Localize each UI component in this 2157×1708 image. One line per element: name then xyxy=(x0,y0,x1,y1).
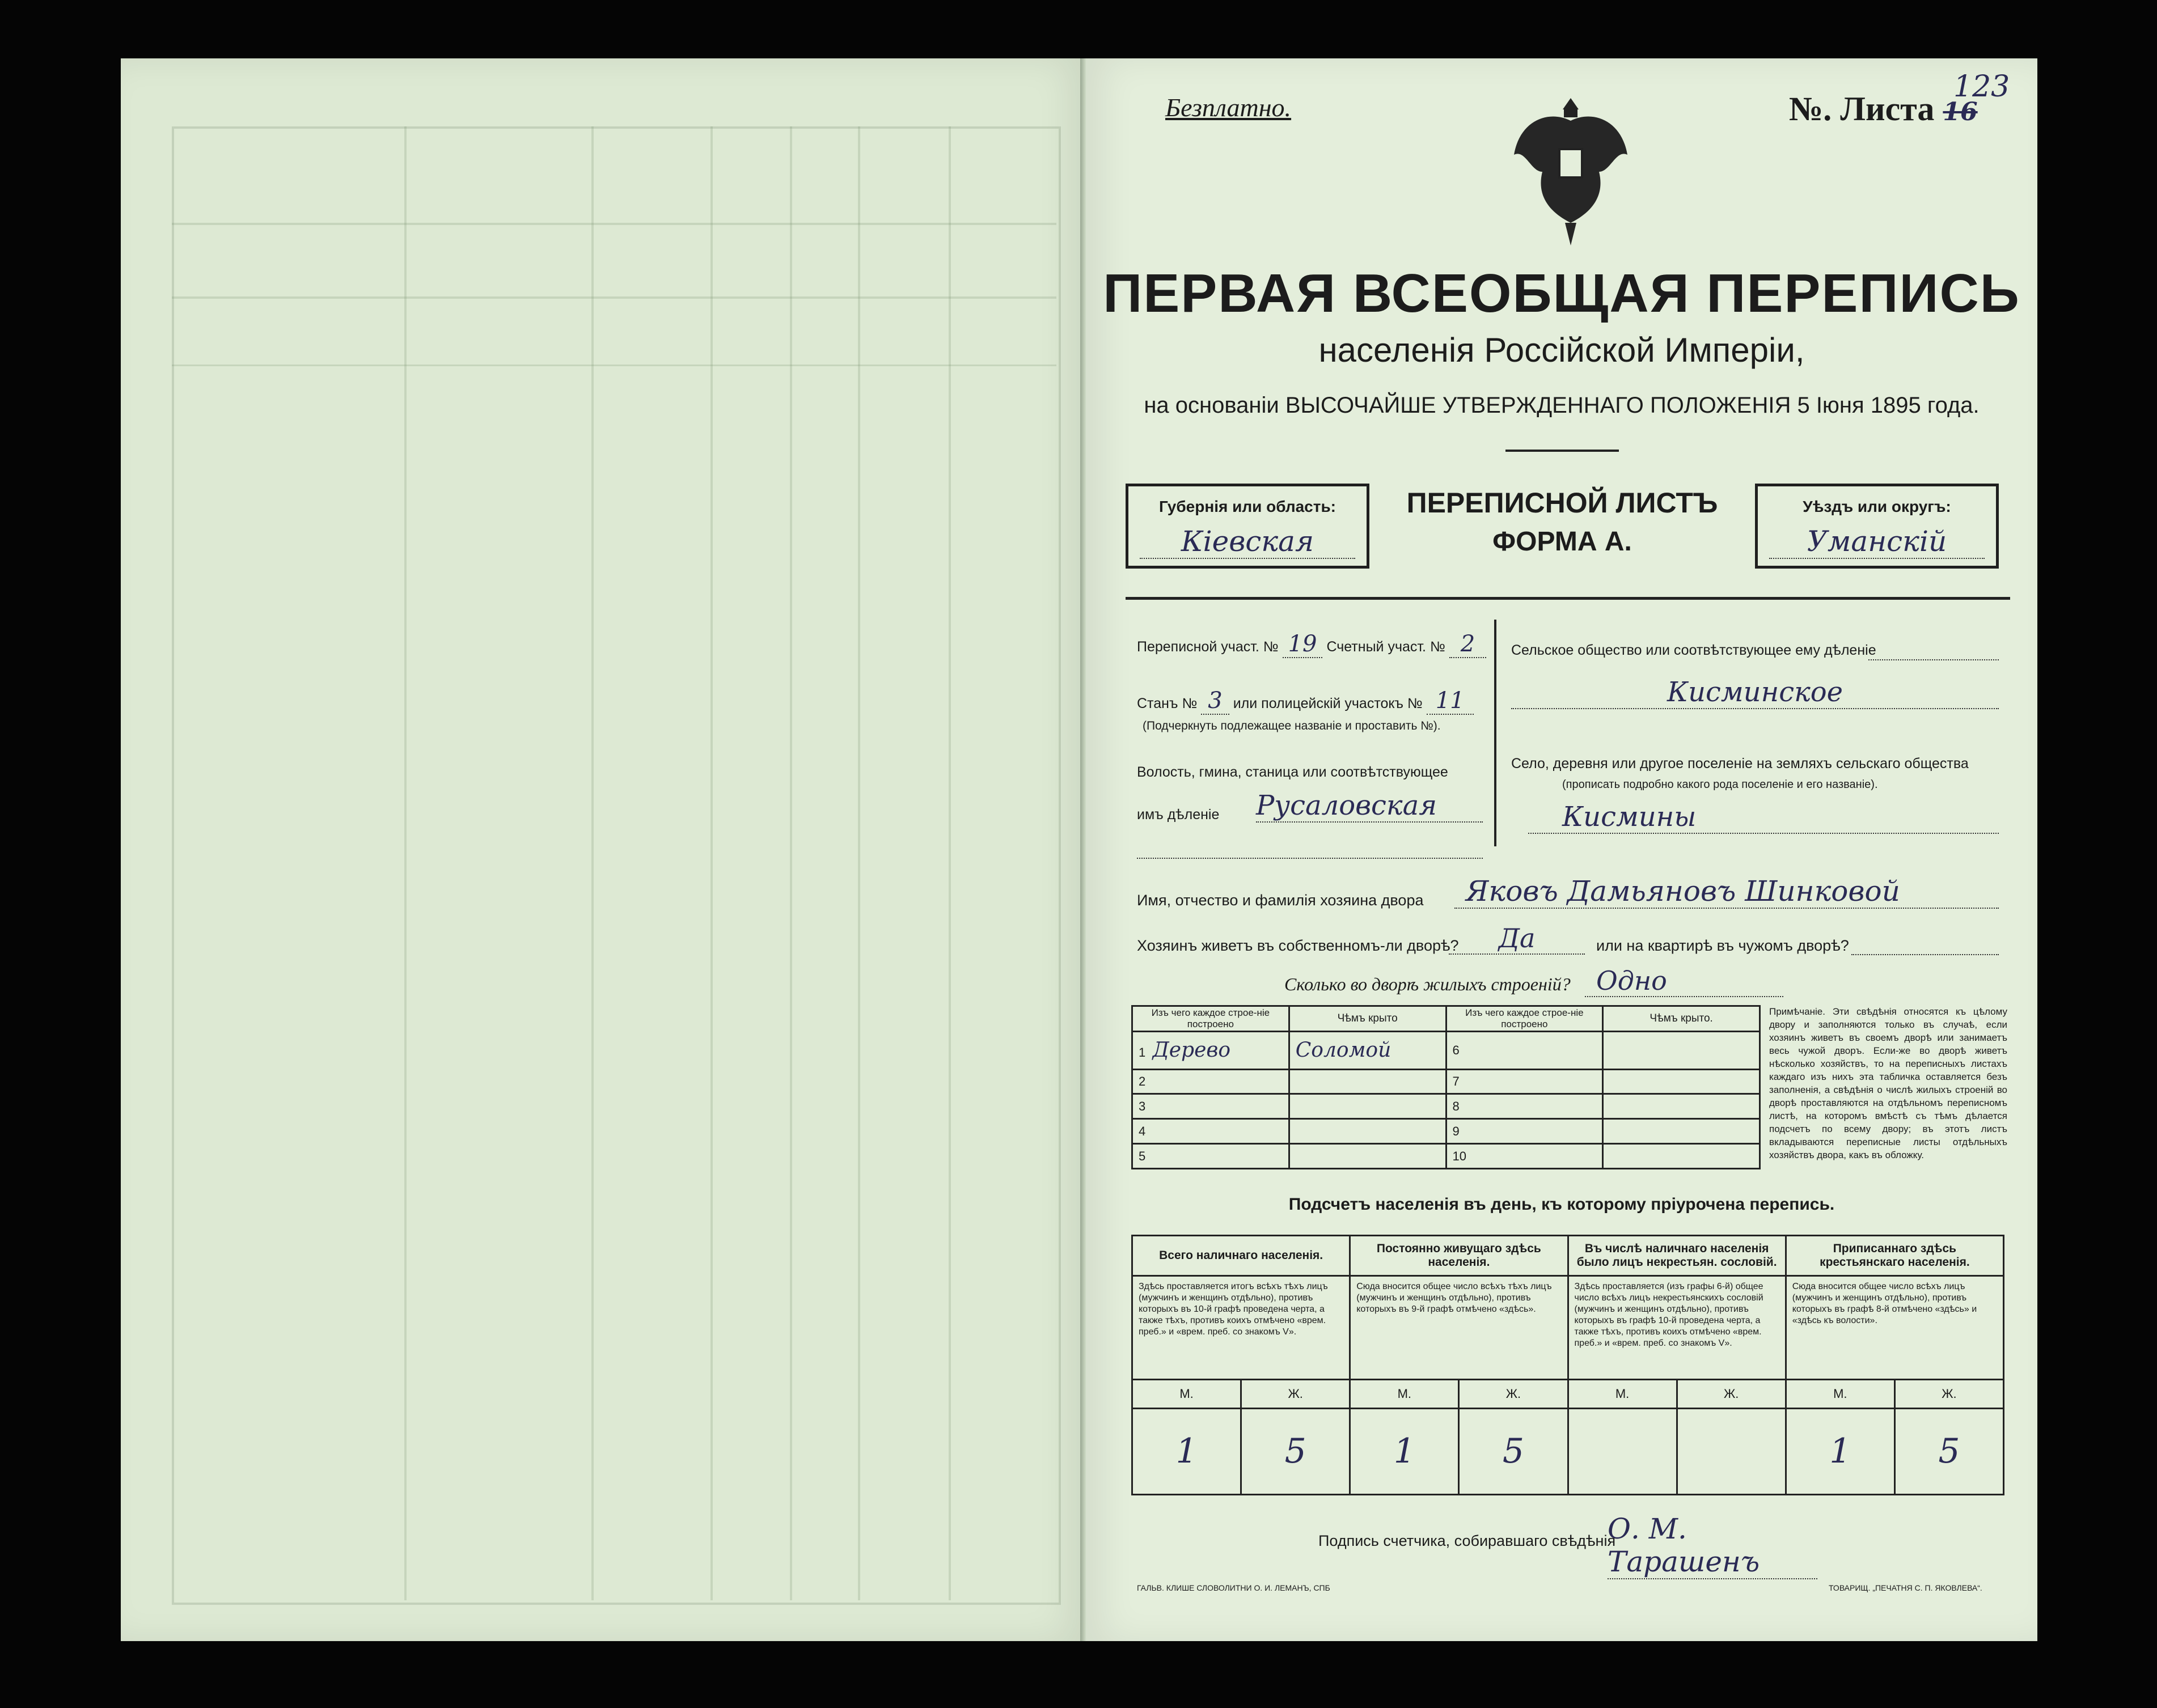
own-yard-value: Да xyxy=(1449,923,1585,955)
summary-col-2-desc: Сюда вносится общее число всѣхъ тѣхъ лицъ (мужчинъ и женщинъ отдѣльно), противъ которыхъ въ 9-й графѣ отмѣчено «здѣсь». xyxy=(1350,1276,1568,1380)
buildings-col-material: Изъ чего каждое строе-ніе построено xyxy=(1132,1006,1289,1032)
signature-value: О. М. Тарашенъ xyxy=(1608,1512,1817,1579)
rent-fill xyxy=(1851,954,1999,955)
form-letter: ФОРМА А. xyxy=(1492,527,1632,557)
perepisnoy-row: Переписной участ. № 19 Счетный участ. № 2 xyxy=(1137,631,1486,657)
zh-label: Ж. xyxy=(1459,1379,1568,1408)
permanent-zh: 5 xyxy=(1459,1408,1568,1494)
buildings-value: Одно xyxy=(1585,965,1783,997)
buildings-label: Сколько во дворѣ жилыхъ строеній? xyxy=(1284,974,1571,994)
volost-label: Волость, гмина, станица или соотвѣтствующее xyxy=(1137,764,1448,780)
buildings-note: Примѣчаніе. Эти свѣдѣнія относятся къ цѣлому двору и заполняются только въ случаѣ, если хозяинъ живетъ въ своемъ дворѣ или занимаетъ весь чужой дворъ. Если-же во дворѣ живетъ нѣсколько хозяйствъ, то на переписныхъ листахъ каждаго изъ нихъ эта табличка оставляется безъ заполненія, а свѣдѣнія о числѣ жилыхъ строеній во дворѣ проставляются на отдѣльномъ переписномъ листѣ, на которомъ вмѣстѣ съ тѣмъ дѣлается подсчетъ по всему двору; въ этотъ листъ вкладываются переписные листы отдѣльныхъ хозяйствъ двора, какъ въ обложку. xyxy=(1769,1006,2007,1160)
underline-note: (Подчеркнуть подлежащее названіе и проставить №). xyxy=(1143,719,1441,732)
uezd-box xyxy=(1755,484,1999,569)
owner-value: Яковъ Дамьяновъ Шинковой xyxy=(1454,875,1999,909)
bleed-through-grid xyxy=(172,126,1061,1605)
selo-value: Кисмины xyxy=(1528,801,1999,834)
summary-table xyxy=(1131,1235,2004,1495)
census-form-page xyxy=(1086,58,2037,1641)
sheet-number-label: №. Листа 16 xyxy=(1789,90,1978,128)
footer-right: ТОВАРИЩ. „ПЕЧАТНЯ С. П. ЯКОВЛЕВА“. xyxy=(1829,1583,1982,1592)
volost-value: Русаловская xyxy=(1256,790,1483,823)
building-1-roof: Соломой xyxy=(1289,1032,1446,1070)
imperial-eagle-icon xyxy=(1503,87,1639,257)
m-label: М. xyxy=(1350,1379,1459,1408)
total-zh: 5 xyxy=(1241,1408,1350,1494)
buildings-col-material-2: Изъ чего каждое строе-ніе построено xyxy=(1446,1006,1603,1032)
summary-col-4-desc: Сюда вносится общее число всѣхъ лицъ (мужчинъ и женщинъ отдѣльно), противъ которыхъ въ графѣ 8-й отмѣчено «здѣсь» и «здѣсь къ волости». xyxy=(1786,1276,2003,1380)
free-label: Безплатно. xyxy=(1165,93,1292,122)
bleed-line xyxy=(591,126,594,1600)
bleed-line xyxy=(404,126,407,1600)
stan-value: 3 xyxy=(1201,688,1229,715)
summary-col-3-head: Въ числѣ наличнаго населенія было лицъ некрестьян. сословій. xyxy=(1568,1236,1786,1276)
permanent-m: 1 xyxy=(1350,1408,1459,1494)
selskoe-fill xyxy=(1868,659,1999,660)
owner-label: Имя, отчество и фамилія хозяина двора xyxy=(1137,892,1424,909)
schetny-value: 2 xyxy=(1449,631,1486,658)
zh-label: Ж. xyxy=(1894,1379,2003,1408)
selskoe-label: Сельское общество или соотвѣтствующее ему дѣленіе xyxy=(1511,642,1876,658)
bleed-line xyxy=(172,365,1056,366)
census-subtitle: населенія Россійской Имперіи, xyxy=(1318,331,1805,369)
summary-title: Подсчетъ населенія въ день, къ которому пріурочена перепись. xyxy=(1288,1195,1835,1214)
uezd-label: Уѣздъ или округъ: xyxy=(1803,498,1951,515)
bleed-line xyxy=(949,126,951,1600)
sheet-number-new: 123 xyxy=(1953,70,2010,104)
summary-col-2-head: Постоянно живущаго здѣсь населенія. xyxy=(1350,1236,1568,1276)
non-peasant-zh xyxy=(1677,1408,1786,1494)
total-m: 1 xyxy=(1132,1408,1241,1494)
summary-col-1-head: Всего наличнаго населенія. xyxy=(1132,1236,1350,1276)
summary-col-3-desc: Здѣсь проставляется (изъ графы 6-й) общее число всѣхъ лицъ некрестьянскихъ сословій (мужчинъ и женщинъ отдѣльно), противъ которыхъ въ графѣ 10-й проведена черта, а также тѣхъ, противъ коихъ отмѣчено «врем. преб.» и «врем. преб. со знакомъ V». xyxy=(1568,1276,1786,1380)
census-title: ПЕРВАЯ ВСЕОБЩАЯ ПЕРЕПИСЬ xyxy=(1103,263,2020,324)
fields-top-border xyxy=(1126,597,2010,600)
sheet-number-old: 16 xyxy=(1943,98,1978,126)
rent-label: или на квартирѣ въ чужомъ дворѣ? xyxy=(1596,937,1849,954)
signature-label: Подпись счетчика, собиравшаго свѣдѣнія xyxy=(1318,1532,1616,1549)
buildings-col-roof-2: Чѣмъ крыто. xyxy=(1603,1006,1760,1032)
form-title: ПЕРЕПИСНОЙ ЛИСТЪ xyxy=(1406,487,1718,519)
table-row: 4 9 xyxy=(1132,1119,1760,1144)
bleed-line xyxy=(858,126,860,1600)
buildings-col-roof: Чѣмъ крыто xyxy=(1289,1006,1446,1032)
uezd-value: Уманскій xyxy=(1769,525,1985,559)
census-basis: на основаніи ВЫСОЧАЙШЕ УТВЕРЖДЕННАГО ПОЛОЖЕНІЯ 5 Іюня 1895 года. xyxy=(1144,393,1980,418)
selo-note: (прописать подробно какого рода поселеніе и его названіе). xyxy=(1562,778,1878,791)
zh-label: Ж. xyxy=(1677,1379,1786,1408)
police-value: 11 xyxy=(1427,688,1474,715)
m-label: М. xyxy=(1786,1379,1894,1408)
table-row: 1 Дерево Соломой 6 xyxy=(1132,1032,1760,1070)
gubernia-value: Кіевская xyxy=(1140,525,1355,559)
summary-col-1-desc: Здѣсь проставляется итогъ всѣхъ тѣхъ лицъ (мужчинъ и женщинъ отдѣльно), противъ которыхъ въ 10-й графѣ проведена черта, а также тѣхъ, противъ коихъ отмѣчено «врем. преб.» и «врем. преб. со знакомъ V». xyxy=(1132,1276,1350,1380)
peasant-m: 1 xyxy=(1786,1408,1894,1494)
table-row: 3 8 xyxy=(1132,1094,1760,1119)
summary-col-4-head: Приписаннаго здѣсь крестьянскаго населенія. xyxy=(1786,1236,2003,1276)
selo-label: Село, деревня или другое поселеніе на земляхъ сельскаго общества xyxy=(1511,756,1969,772)
table-row: 2 7 xyxy=(1132,1069,1760,1094)
own-yard-label: Хозяинъ живетъ въ собственномъ-ли дворѣ? xyxy=(1137,937,1459,954)
bleed-line xyxy=(172,223,1056,225)
buildings-table xyxy=(1131,1005,1761,1169)
left-page xyxy=(121,58,1086,1641)
stan-row: Станъ № 3 или полицейскій участокъ № 11 xyxy=(1137,688,1474,714)
bleed-line xyxy=(790,126,792,1600)
ornament-divider xyxy=(1505,450,1619,452)
bleed-line xyxy=(710,126,713,1600)
gubernia-box xyxy=(1126,484,1369,569)
building-1-material: Дерево xyxy=(1152,1039,1231,1062)
footer-left: ГАЛЬВ. КЛИШЕ СЛОВОЛИТНИ О. И. ЛЕМАНЪ, СПБ xyxy=(1137,1583,1330,1592)
selskoe-value: Кисминское xyxy=(1511,676,1999,709)
perepisnoy-value: 19 xyxy=(1283,631,1323,658)
volost-label-2: имъ дѣленіе xyxy=(1137,807,1220,823)
m-label: М. xyxy=(1568,1379,1677,1408)
volost-extra-line xyxy=(1137,858,1483,859)
zh-label: Ж. xyxy=(1241,1379,1350,1408)
non-peasant-m xyxy=(1568,1408,1677,1494)
fields-divider xyxy=(1494,620,1496,846)
table-row: 5 10 xyxy=(1132,1144,1760,1169)
gubernia-label: Губернія или область: xyxy=(1158,498,1337,515)
bleed-line xyxy=(172,296,1056,299)
peasant-zh: 5 xyxy=(1894,1408,2003,1494)
m-label: М. xyxy=(1132,1379,1241,1408)
